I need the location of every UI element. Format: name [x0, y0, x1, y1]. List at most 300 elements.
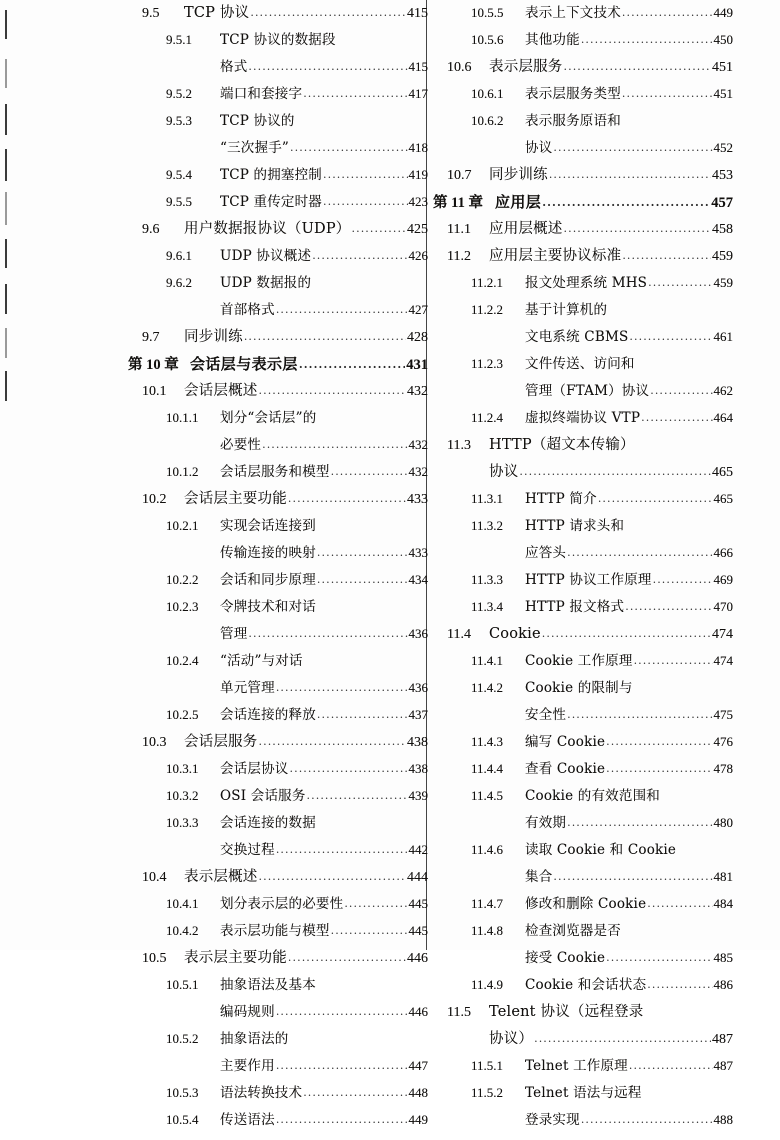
toc-entry-number: 11.5: [447, 1005, 471, 1020]
toc-entry-title: HTTP 简介: [525, 491, 597, 507]
toc-entry-page-number: 436: [408, 626, 428, 641]
toc-entry-number: 10.2.3: [166, 599, 199, 614]
toc-entry-page-number: 452: [713, 140, 733, 155]
toc-entry-title: 协议: [489, 464, 519, 480]
toc-leader-dots: [248, 628, 407, 639]
toc-entry[interactable]: [128, 249, 428, 276]
toc-entry[interactable]: [433, 249, 733, 276]
toc-entry-number: 9.6: [142, 222, 160, 237]
toc-entry[interactable]: [433, 330, 733, 357]
toc-entry-title: 同步训练: [489, 167, 548, 183]
toc-entry-title: 读取 Cookie 和 Cookie: [525, 842, 677, 858]
toc-leader-dots: [344, 898, 407, 909]
toc-entry-number: 9.5: [142, 6, 160, 21]
toc-entry-number: 10.2.2: [166, 572, 199, 587]
toc-entry-number: 11.2.2: [471, 302, 504, 317]
toc-entry[interactable]: [433, 762, 733, 789]
toc-entry[interactable]: [433, 951, 733, 978]
toc-entry-page-number: 466: [713, 545, 733, 560]
toc-entry-number: 10.1: [142, 384, 167, 399]
toc-leader-dots: [567, 709, 712, 720]
toc-entry-number: 10.5: [142, 951, 167, 966]
toc-entry[interactable]: [433, 276, 733, 303]
toc-leader-dots: [650, 385, 712, 396]
toc-entry[interactable]: [128, 1113, 428, 1140]
toc-entry[interactable]: [128, 303, 428, 330]
toc-entry-page-number: 480: [713, 815, 733, 830]
toc-entry-number: 10.6: [447, 60, 472, 75]
toc-entry-title: 集合: [525, 869, 553, 885]
toc-entry-number: 11.2: [447, 249, 471, 264]
toc-entry-title: Telnet 工作原理: [525, 1058, 628, 1074]
toc-leader-dots: [606, 952, 712, 963]
toc-entry-page-number: 423: [408, 194, 428, 209]
toc-leader-dots: [303, 1087, 407, 1098]
toc-entry[interactable]: [433, 573, 733, 600]
toc-entry-title: 主要作用: [220, 1058, 275, 1074]
toc-entry-page-number: 485: [713, 950, 733, 965]
toc-entry[interactable]: [433, 465, 733, 492]
scan-gutter-marks: [0, 0, 24, 950]
toc-entry-number: 9.5.5: [166, 194, 192, 209]
toc-entry-title: 抽象语法的: [220, 1031, 289, 1047]
toc-entry-number: 11.5.1: [471, 1058, 504, 1073]
toc-entry[interactable]: [433, 60, 733, 87]
toc-entry[interactable]: [128, 816, 428, 843]
toc-leader-dots: [352, 223, 406, 234]
toc-entry[interactable]: [128, 843, 428, 870]
toc-entry[interactable]: [128, 519, 428, 546]
toc-leader-dots: [606, 763, 712, 774]
toc-entry-number: 10.3.3: [166, 815, 199, 830]
toc-entry-number: 10.2: [142, 492, 167, 507]
toc-entry-title: 协议）: [489, 1031, 534, 1047]
toc-entry-number: 11.1: [447, 222, 471, 237]
toc-entry-number: 9.6.1: [166, 248, 192, 263]
toc-leader-dots: [622, 7, 713, 18]
toc-entry-title: 登录实现: [525, 1112, 580, 1128]
toc-entry[interactable]: [128, 924, 428, 951]
toc-entry-title: 划分“会话层”的: [220, 410, 317, 426]
gutter-tick: [5, 284, 7, 314]
toc-entry-page-number: 465: [713, 491, 733, 506]
toc-entry[interactable]: [128, 708, 428, 735]
toc-leader-dots: [303, 88, 407, 99]
toc-entry-title: 接受 Cookie: [525, 950, 606, 966]
toc-entry-title: 会话层主要功能: [184, 491, 287, 507]
toc-entry-page-number: 459: [713, 275, 733, 290]
toc-entry[interactable]: [128, 1059, 428, 1086]
toc-entry[interactable]: [128, 546, 428, 573]
toc-entry-number: 11.2.4: [471, 410, 504, 425]
toc-entry[interactable]: [433, 1059, 733, 1086]
toc-entry-number: 10.2.5: [166, 707, 199, 722]
toc-entry[interactable]: [433, 411, 733, 438]
toc-entry-page-number: 450: [713, 32, 733, 47]
toc-entry[interactable]: [128, 6, 428, 33]
toc-entry[interactable]: [128, 735, 428, 762]
toc-entry[interactable]: [433, 519, 733, 546]
toc-entry-number: 11.4.6: [471, 842, 504, 857]
toc-entry-title: OSI 会话服务: [220, 788, 306, 804]
toc-leader-dots: [323, 196, 407, 207]
toc-entry-page-number: 478: [713, 761, 733, 776]
toc-leader-dots: [317, 574, 408, 585]
toc-entry-page-number: 462: [713, 383, 733, 398]
toc-leader-dots: [331, 925, 408, 936]
toc-entry-page-number: 427: [408, 302, 428, 317]
toc-entry-number: 9.5.3: [166, 113, 192, 128]
toc-entry-page-number: 447: [408, 1058, 428, 1073]
toc-leader-dots: [323, 169, 407, 180]
toc-entry-number: 10.5.4: [166, 1112, 199, 1127]
toc-entry-title: Cookie: [489, 626, 541, 642]
toc-entry[interactable]: [433, 357, 733, 384]
toc-entry-page-number: 433: [408, 545, 428, 560]
toc-leader-dots: [567, 817, 712, 828]
toc-entry-number: 10.5.3: [166, 1085, 199, 1100]
toc-entry[interactable]: [433, 600, 733, 627]
toc-entry-title: UDP 协议概述: [220, 248, 312, 264]
toc-entry-title: 传送语法: [220, 1112, 275, 1128]
toc-entry[interactable]: [128, 789, 428, 816]
toc-entry-title: 传输连接的映射: [220, 545, 316, 561]
toc-leader-dots: [622, 88, 713, 99]
toc-entry-title: 单元管理: [220, 680, 275, 696]
toc-entry-number: 10.6.1: [471, 86, 504, 101]
toc-entry[interactable]: [128, 357, 428, 384]
toc-entry[interactable]: [128, 681, 428, 708]
toc-entry[interactable]: [433, 978, 733, 1005]
toc-entry-number: 10.7: [447, 168, 472, 183]
toc-entry-title: 表示上下文技术: [525, 5, 621, 21]
toc-entry[interactable]: [128, 276, 428, 303]
toc-entry[interactable]: [433, 816, 733, 843]
toc-leader-dots: [288, 493, 406, 504]
gutter-tick: [5, 59, 7, 88]
toc-entry-number: 11.3.3: [471, 572, 504, 587]
toc-entry[interactable]: [433, 114, 733, 141]
toc-entry-title: 同步训练: [184, 329, 243, 345]
toc-entry-number: 11.4.5: [471, 788, 504, 803]
toc-leader-dots: [534, 1033, 711, 1044]
toc-entry-page-number: 464: [713, 410, 733, 425]
toc-entry-title: 令牌技术和对话: [220, 599, 316, 615]
toc-entry-title: 表示层功能与模型: [220, 923, 330, 939]
toc-leader-dots: [244, 331, 406, 342]
toc-entry-title: 会话和同步原理: [220, 572, 316, 588]
toc-entry-page-number: 445: [408, 923, 428, 938]
toc-entry-number: 9.5.4: [166, 167, 192, 182]
toc-entry[interactable]: [433, 384, 733, 411]
toc-entry-number: 10.5.6: [471, 32, 504, 47]
toc-entry[interactable]: [128, 60, 428, 87]
toc-leader-dots: [606, 736, 712, 747]
toc-leader-dots: [629, 331, 712, 342]
toc-leader-dots: [519, 466, 711, 477]
toc-entry-title: Cookie 和会话状态: [525, 977, 647, 993]
toc-entry[interactable]: [128, 168, 428, 195]
toc-entry-page-number: 448: [408, 1085, 428, 1100]
toc-entry-number: 第 11 章: [433, 195, 483, 211]
toc-entry[interactable]: [128, 600, 428, 627]
toc-entry-page-number: 453: [712, 168, 733, 183]
toc-entry-page-number: 426: [408, 248, 428, 263]
toc-entry[interactable]: [433, 1005, 733, 1032]
toc-entry-page-number: 474: [712, 627, 733, 642]
toc-entry-page-number: 481: [713, 869, 733, 884]
toc-entry[interactable]: [128, 762, 428, 789]
toc-entry-title: 查看 Cookie: [525, 761, 606, 777]
toc-entry-title: 编码规则: [220, 1004, 275, 1020]
toc-leader-dots: [276, 1006, 408, 1017]
toc-entry-number: 10.1.2: [166, 464, 199, 479]
toc-leader-dots: [542, 197, 710, 208]
toc-entry[interactable]: [433, 1086, 733, 1113]
toc-leader-dots: [653, 574, 713, 585]
toc-entry[interactable]: [128, 33, 428, 60]
toc-entry-number: 11.3: [447, 438, 471, 453]
toc-entry-number: 11.4.1: [471, 653, 504, 668]
toc-entry-title: 表示层概述: [184, 869, 258, 885]
toc-entry-page-number: 476: [713, 734, 733, 749]
gutter-tick: [5, 192, 7, 225]
toc-entry[interactable]: [433, 681, 733, 708]
toc-entry-page-number: 446: [408, 1004, 428, 1019]
toc-leader-dots: [259, 871, 407, 882]
toc-entry[interactable]: [433, 195, 733, 222]
toc-entry[interactable]: [433, 438, 733, 465]
toc-entry-page-number: 474: [713, 653, 733, 668]
toc-entry-number: 11.4.9: [471, 977, 504, 992]
toc-entry[interactable]: [433, 303, 733, 330]
toc-entry-number: 10.1.1: [166, 410, 199, 425]
toc-entry-number: 11.4: [447, 627, 471, 642]
toc-entry[interactable]: [128, 492, 428, 519]
toc-entry[interactable]: [128, 978, 428, 1005]
toc-entry-number: 11.2.3: [471, 356, 504, 371]
toc-entry-title: 会话层协议: [220, 761, 289, 777]
toc-entry-page-number: 428: [407, 330, 428, 345]
toc-leader-dots: [641, 412, 712, 423]
toc-entry-title: Telnet 语法与远程: [525, 1085, 642, 1101]
toc-entry[interactable]: [128, 1032, 428, 1059]
toc-entry-title: 实现会话连接到: [220, 518, 316, 534]
toc-entry-title: 编写 Cookie: [525, 734, 606, 750]
toc-entry-title: TCP 的拥塞控制: [220, 167, 323, 183]
toc-entry-number: 9.6.2: [166, 275, 192, 290]
toc-entry[interactable]: [128, 951, 428, 978]
toc-entry[interactable]: [433, 222, 733, 249]
toc-entry-title: 管理: [220, 626, 248, 642]
toc-entry-number: 11.3.2: [471, 518, 504, 533]
toc-entry-title: 会话层服务: [184, 734, 258, 750]
toc-entry[interactable]: [433, 897, 733, 924]
toc-entry-title: “活动”与对话: [220, 653, 303, 669]
toc-entry-title: Telent 协议（远程登录: [489, 1004, 644, 1020]
toc-entry-title: Cookie 的限制与: [525, 680, 633, 696]
toc-entry-title: 格式: [220, 59, 248, 75]
toc-entry-page-number: 438: [407, 735, 428, 750]
toc-entry-page-number: 434: [408, 572, 428, 587]
toc-entry-title: TCP 协议的数据段: [220, 32, 336, 48]
toc-leader-dots: [290, 763, 408, 774]
toc-entry[interactable]: [433, 1032, 733, 1059]
toc-entry-page-number: 419: [408, 167, 428, 182]
toc-entry[interactable]: [128, 330, 428, 357]
toc-leader-dots: [581, 34, 713, 45]
toc-entry[interactable]: [433, 168, 733, 195]
toc-entry-page-number: 433: [407, 492, 428, 507]
toc-entry-page-number: 486: [713, 977, 733, 992]
toc-entry[interactable]: [128, 384, 428, 411]
toc-entry-title: HTTP 协议工作原理: [525, 572, 652, 588]
toc-leader-dots: [250, 7, 406, 18]
toc-leader-dots: [276, 682, 408, 693]
toc-entry-number: 11.5.2: [471, 1085, 504, 1100]
toc-leader-dots: [276, 1114, 408, 1125]
toc-entry-page-number: 475: [713, 707, 733, 722]
toc-entry-number: 11.4.7: [471, 896, 504, 911]
toc-entry-page-number: 451: [712, 60, 733, 75]
toc-entry-title: TCP 协议的: [220, 113, 295, 129]
toc-entry-title: 交换过程: [220, 842, 275, 858]
toc-entry[interactable]: [128, 195, 428, 222]
toc-entry-title: 会话层服务和模型: [220, 464, 330, 480]
toc-entry-number: 10.4: [142, 870, 167, 885]
toc-entry-page-number: 457: [711, 195, 733, 211]
toc-entry-title: 安全性: [525, 707, 567, 723]
toc-entry[interactable]: [433, 141, 733, 168]
toc-leader-dots: [648, 277, 712, 288]
toc-entry-title: 划分表示层的必要性: [220, 896, 344, 912]
toc-entry-page-number: 415: [407, 6, 428, 21]
toc-entry-title: 必要性: [220, 437, 262, 453]
toc-entry[interactable]: [128, 411, 428, 438]
toc-entry-title: Cookie 的有效范围和: [525, 788, 660, 804]
toc-entry[interactable]: [128, 222, 428, 249]
toc-leader-dots: [290, 142, 407, 153]
toc-column-right: [433, 6, 733, 1140]
toc-leader-dots: [581, 1114, 713, 1125]
toc-leader-dots: [622, 250, 711, 261]
toc-entry-number: 10.6.2: [471, 113, 504, 128]
toc-entry-title: 报文处理系统 MHS: [525, 275, 648, 291]
toc-entry-page-number: 436: [408, 680, 428, 695]
toc-entry[interactable]: [128, 870, 428, 897]
toc-entry[interactable]: [433, 492, 733, 519]
toc-entry[interactable]: [128, 573, 428, 600]
toc-entry[interactable]: [433, 870, 733, 897]
toc-entry[interactable]: [433, 735, 733, 762]
toc-leader-dots: [248, 61, 407, 72]
toc-leader-dots: [307, 790, 408, 801]
toc-entry-number: 10.3: [142, 735, 167, 750]
gutter-tick: [5, 239, 7, 268]
toc-entry[interactable]: [128, 897, 428, 924]
toc-entry[interactable]: [433, 789, 733, 816]
toc-entry[interactable]: [128, 627, 428, 654]
toc-leader-dots: [262, 439, 407, 450]
toc-entry-page-number: 432: [408, 437, 428, 452]
toc-entry[interactable]: [433, 33, 733, 60]
toc-entry-number: 10.4.1: [166, 896, 199, 911]
toc-entry-number: 11.3.4: [471, 599, 504, 614]
toc-entry-number: 9.5.1: [166, 32, 192, 47]
gutter-tick: [5, 10, 7, 39]
toc-entry-number: 11.2.1: [471, 275, 504, 290]
toc-entry-number: 9.5.2: [166, 86, 192, 101]
toc-leader-dots: [564, 223, 712, 234]
toc-entry-title: 会话连接的数据: [220, 815, 316, 831]
toc-entry-page-number: 437: [408, 707, 428, 722]
toc-leader-dots: [549, 169, 711, 180]
toc-entry-title: 其他功能: [525, 32, 580, 48]
toc-entry-title: 检查浏览器是否: [525, 923, 621, 939]
toc-entry-page-number: 459: [712, 249, 733, 264]
toc-entry[interactable]: [433, 87, 733, 114]
toc-entry[interactable]: [433, 546, 733, 573]
toc-entry-title: 用户数据报协议（UDP）: [184, 221, 351, 237]
toc-entry[interactable]: [128, 438, 428, 465]
toc-entry[interactable]: [433, 708, 733, 735]
toc-entry[interactable]: [128, 141, 428, 168]
toc-entry-number: 9.7: [142, 330, 160, 345]
gutter-tick: [5, 149, 7, 181]
toc-entry[interactable]: [128, 465, 428, 492]
toc-entry[interactable]: [128, 1086, 428, 1113]
toc-entry-number: 11.4.8: [471, 923, 504, 938]
toc-leader-dots: [625, 601, 712, 612]
toc-entry-number: 10.2.4: [166, 653, 199, 668]
toc-entry[interactable]: [433, 654, 733, 681]
toc-entry[interactable]: [128, 114, 428, 141]
toc-entry[interactable]: [433, 1113, 733, 1140]
toc-entry-title: 表示层主要功能: [184, 950, 287, 966]
toc-entry[interactable]: [433, 627, 733, 654]
toc-entry[interactable]: [128, 1005, 428, 1032]
toc-entry[interactable]: [433, 843, 733, 870]
toc-leader-dots: [567, 547, 712, 558]
toc-entry-number: 10.5.2: [166, 1031, 199, 1046]
toc-entry-page-number: 487: [713, 1058, 733, 1073]
toc-entry-number: 第 10 章: [128, 357, 179, 373]
toc-entry-title: 表示层服务: [489, 59, 563, 75]
toc-leader-dots: [312, 250, 407, 261]
toc-entry-title: 应用层概述: [489, 221, 563, 237]
toc-leader-dots: [276, 304, 408, 315]
toc-entry-number: 11.4.2: [471, 680, 504, 695]
toc-entry-number: 10.4.2: [166, 923, 199, 938]
toc-entry[interactable]: [128, 654, 428, 681]
toc-entry-title: 会话层概述: [184, 383, 258, 399]
toc-entry-number: 10.2.1: [166, 518, 199, 533]
toc-leader-dots: [317, 709, 408, 720]
toc-leader-dots: [276, 844, 408, 855]
toc-leader-dots: [598, 493, 713, 504]
toc-leader-dots: [259, 736, 407, 747]
toc-column-left: [128, 6, 428, 1140]
toc-entry[interactable]: [128, 87, 428, 114]
toc-entry[interactable]: [433, 6, 733, 33]
toc-entry-title: 表示层服务类型: [525, 86, 621, 102]
toc-leader-dots: [553, 142, 712, 153]
toc-entry-number: 11.4.3: [471, 734, 504, 749]
toc-entry-title: HTTP 请求头和: [525, 518, 625, 534]
toc-entry[interactable]: [433, 924, 733, 951]
toc-leader-dots: [564, 61, 712, 72]
toc-entry-page-number: 449: [713, 5, 733, 20]
